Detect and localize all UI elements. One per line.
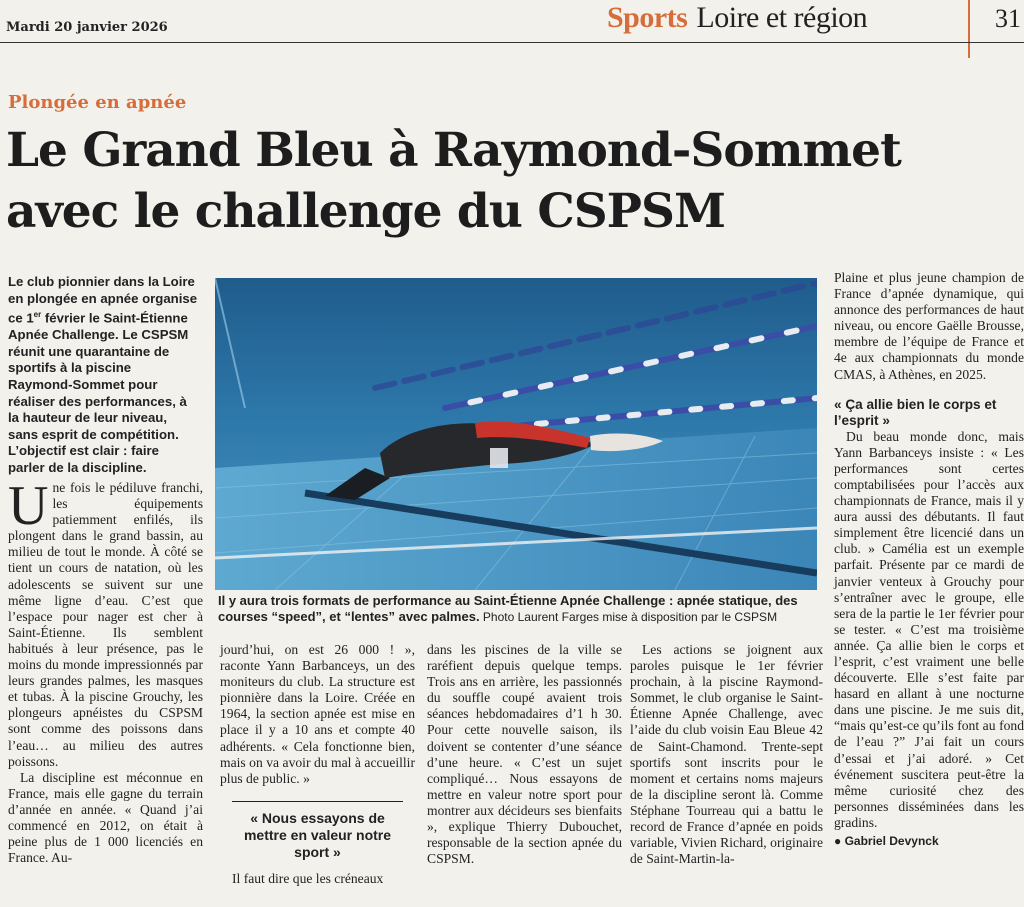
col2-paragraph-1: jourd’hui, on est 26 000 ! », raconte Yann Barbanceys, un des moniteurs du club. La structure est pionnière dans la Loire. Créée en 1964, la section apnée est mise en place il y a 10 ans et compte 40 adhérents. « Cela fonctionne bien, mais on va avoir du mal à accueillir plus de public. » [220, 642, 415, 786]
lead-text-a: Le club pionnier dans la Loire en plongée en apnée organise ce 1 [8, 274, 198, 326]
section-name: Sports [607, 1, 688, 34]
headline: Le Grand Bleu à Raymond-Sommet avec le challenge du CSPSM [6, 123, 901, 239]
col5-subhead: « Ça allie bien le corps et l’esprit » [834, 396, 997, 428]
header-rule [0, 42, 1024, 43]
lead-paragraph [8, 274, 198, 477]
col1-paragraph-2: La discipline est méconnue en France, mais elle gagne du terrain d’année en année. « Quand j’ai commencé en 2012, on était à peine plus de 1 000 licenciés en France. Au- [8, 769, 203, 866]
lead-sup: er [33, 310, 42, 320]
column-2 [220, 642, 415, 887]
dropcap: U [8, 475, 49, 537]
column-5 [834, 270, 1024, 849]
col5-paragraph-2: Du beau monde donc, mais Yann Barbanceys insiste : « Les performances sont certes comptabilisées pour l’accès aux championnats de France, mais il y aura aussi des débutants. Il faut simplement être licencié dans un club. » Camélia est un exemple parfait. Présente par ce mardi de janvier venteux à Grouchy pour s’entraîner avec le groupe, elle sera de la partie le 1er février pour se tester. « C’est ma troisième année. Ça allie bien le corps et l’esprit, c’est vraiment une belle découverte. Elle s’est faite par hasard en allant à une nocturne dans une piscine. Je me suis dit, “mais qu’est-ce qu’ils font au fond de l’eau ?” J’ai fait un cours d’essai et j’ai adoré. » Cet événement suscitera peut-être la même curiosité chez des personnes disséminées dans les gradins. [834, 428, 1024, 830]
column-3 [427, 642, 622, 867]
caption-main: Il y aura trois formats de performance au Saint-Étienne Apnée Challenge : apnée statique, des courses “speed”, et “lentes” avec palmes. [218, 593, 798, 624]
photo [215, 278, 817, 590]
col5-paragraph-1: Plaine et plus jeune champion de France d’apnée dynamique, qui annonce des performances de haut niveau, ou encore Gaëlle Brousse, membre de l’équipe de France et 4e aux championnats du monde CMAS, à Athènes, en 2025. [834, 270, 1024, 382]
column-1 [8, 475, 203, 866]
pool-photo [215, 278, 817, 590]
col1-paragraph-1: ne fois le pédiluve franchi, les équipements patiemment enfilés, ils plongent dans le grand bassin, au milieu de tout le monde. À côté se tient un cours de natation, où les adolescents se suivent sur une même ligne d’eau. C’est que l’espace pour nager est cher à Saint-Étienne. Ils semblent habitués à leur présence, pas le moins du monde impressionnés par leurs grandes palmes, les masques et tubas. À la piscine Grouchy, les plongeurs apnéistes du CSPSM sont comme des poissons dans l’eau… au milieu des autres poissons. [8, 480, 203, 769]
col4-paragraph-1: Les actions se joignent aux paroles puisque le 1er février prochain, à la piscine Raymond-Sommet, le club organise le Saint-Étienne Apnée Challenge, avec l’aide du club voisin Eau Bleue 42 de Saint-Chamond. Trente-sept sportifs sont inscrits pour le moment et certains noms majeurs de la discipline seront là. Comme Stéphane Tourreau qui a battu le record de France d’apnée en poids variable, Vivien Richard, originaire de Saint-Martin-la- [630, 642, 823, 867]
lead-text-b: février le Saint-Étienne Apnée Challenge. Le CSPSM réunit une quarantaine de sportifs à la piscine Raymond-Sommet pour réaliser des performances, à la hauteur de leur niveau, sans esprit de compétition. L’objectif est clair : faire parler de la discipline. [8, 310, 189, 475]
photo-caption [218, 593, 823, 625]
col3-paragraph-1: dans les piscines de la ville se raréfient depuis quelque temps. Trois ans en arrière, les passionnés du souffle coupé avaient trois séances hebdomadaires d’1 h 30. Pour cette nouvelle saison, ils doivent se contenter d’une séance d’une heure. « C’est un sujet compliqué… Nous essayons de mettre en valeur notre sport pour montrer aux décideurs ses bienfaits », explique Thierry Dubouchet, responsable de la section apnée du CSPSM. [427, 642, 622, 867]
pull-quote: « Nous essayons de mettre en valeur notre sport » [232, 801, 403, 861]
header-section [607, 0, 867, 35]
column-4 [630, 642, 823, 867]
page-number: 31 [995, 4, 1021, 33]
region-name: Loire et région [696, 1, 868, 34]
kicker: Plongée en apnée [8, 92, 187, 113]
byline: ● Gabriel Devynck [834, 834, 939, 848]
col2-paragraph-2: Il faut dire que les créneaux [232, 870, 384, 886]
header-divider [968, 0, 970, 58]
caption-credit: Photo Laurent Farges mise à disposition par le CSPSM [479, 610, 778, 624]
header-date: Mardi 20 janvier 2026 [6, 20, 168, 35]
